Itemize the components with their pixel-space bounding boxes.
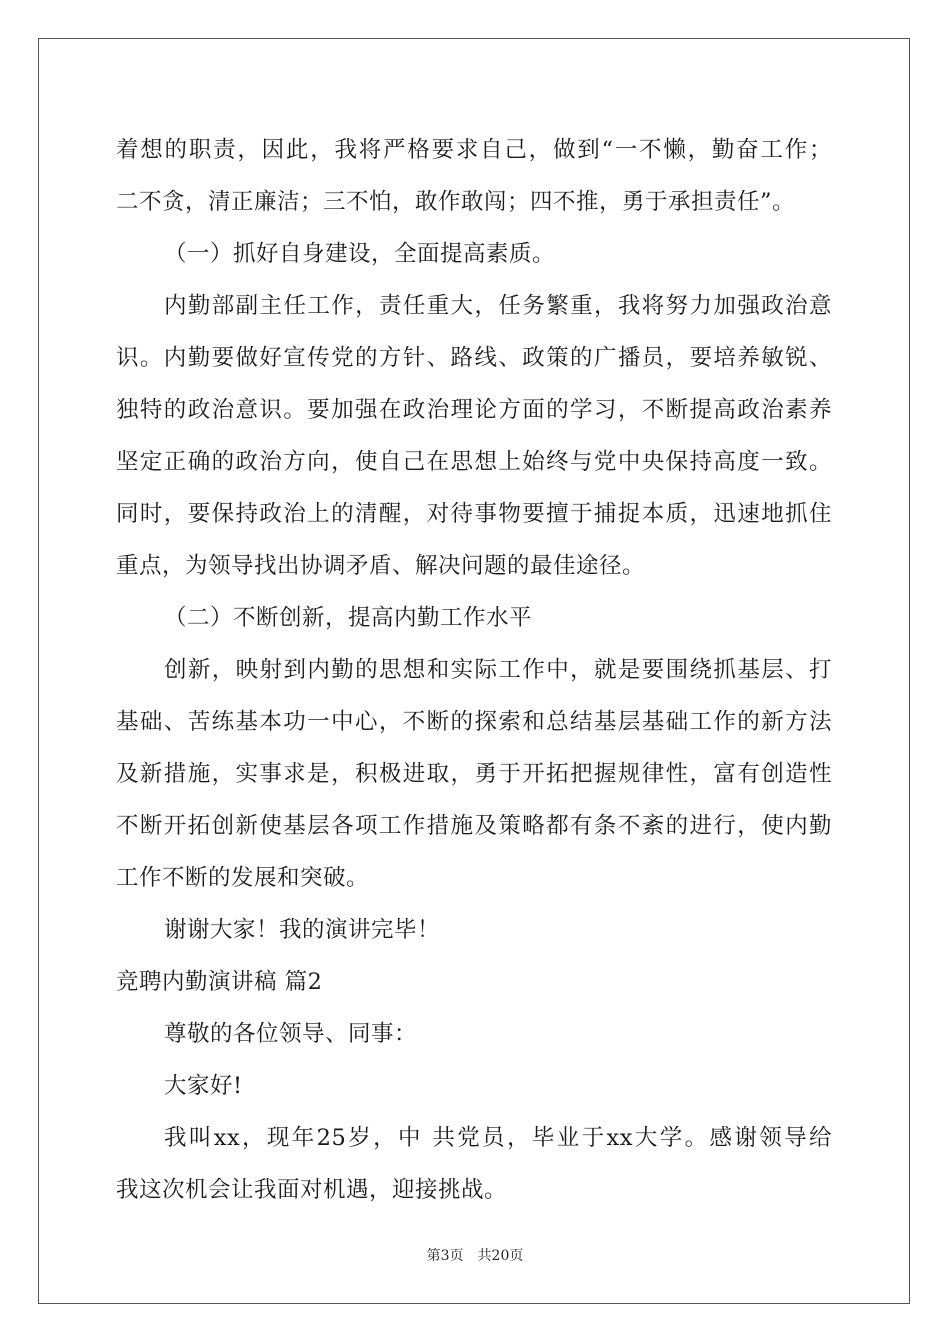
section-heading-2: （二）不断创新，提高内勤工作水平: [164, 605, 533, 631]
paragraph-line: 着想的职责，因此，我将严格要求自己，做到“一不懒，勤奋工作；: [116, 137, 832, 163]
salutation: 尊敬的各位领导、同事：: [164, 1021, 418, 1047]
paragraph-line: 内勤部副主任工作，责任重大，任务繁重，我将努力加强政治意: [164, 293, 832, 319]
article-title: 竞聘内勤演讲稿 篇2: [116, 969, 323, 995]
page-total: 共20页: [477, 1248, 524, 1264]
paragraph-line: 创新，映射到内勤的思想和实际工作中，就是要围绕抓基层、打: [164, 657, 832, 683]
paragraph-line: 我这次机会让我面对机遇，迎接挑战。: [116, 1177, 508, 1203]
paragraph-line: 及新措施，实事求是，积极进取，勇于开拓把握规律性，富有创造性: [116, 761, 832, 787]
paragraph-line: 不断开拓创新使基层各项工作措施及策略都有条不紊的进行，使内勤: [116, 813, 832, 839]
page-footer: [0, 1246, 950, 1266]
paragraph-line: 工作不断的发展和突破。: [116, 865, 370, 891]
paragraph-line: 二不贪，清正廉洁；三不怕，敢作敢闯；四不推，勇于承担责任”。: [116, 189, 796, 215]
paragraph-line: 识。内勤要做好宣传党的方针、路线、政策的广播员，要培养敏锐、: [116, 345, 832, 371]
document-body: [116, 124, 832, 1216]
paragraph-line: 我叫xx，现年25岁，中 共党员，毕业于xx大学。感谢领导给: [164, 1125, 832, 1151]
paragraph-line: 基础、苦练基本功一中心，不断的探索和总结基层基础工作的新方法: [116, 709, 832, 735]
closing-line: 谢谢大家！我的演讲完毕！: [164, 917, 441, 943]
section-heading-1: （一）抓好自身建设，全面提高素质。: [164, 241, 556, 267]
paragraph-line: 重点，为领导找出协调矛盾、解决问题的最佳途径。: [116, 553, 646, 579]
paragraph-line: 坚定正确的政治方向，使自己在思想上始终与党中央保持高度一致。: [116, 449, 832, 475]
paragraph-line: 同时，要保持政治上的清醒，对待事物要擅于捕捉本质，迅速地抓住: [116, 501, 832, 527]
paragraph-line: 独特的政治意识。要加强在政治理论方面的学习，不断提高政治素养: [116, 397, 832, 423]
page-number: 第3页: [426, 1248, 464, 1264]
greeting: 大家好!: [164, 1073, 243, 1099]
